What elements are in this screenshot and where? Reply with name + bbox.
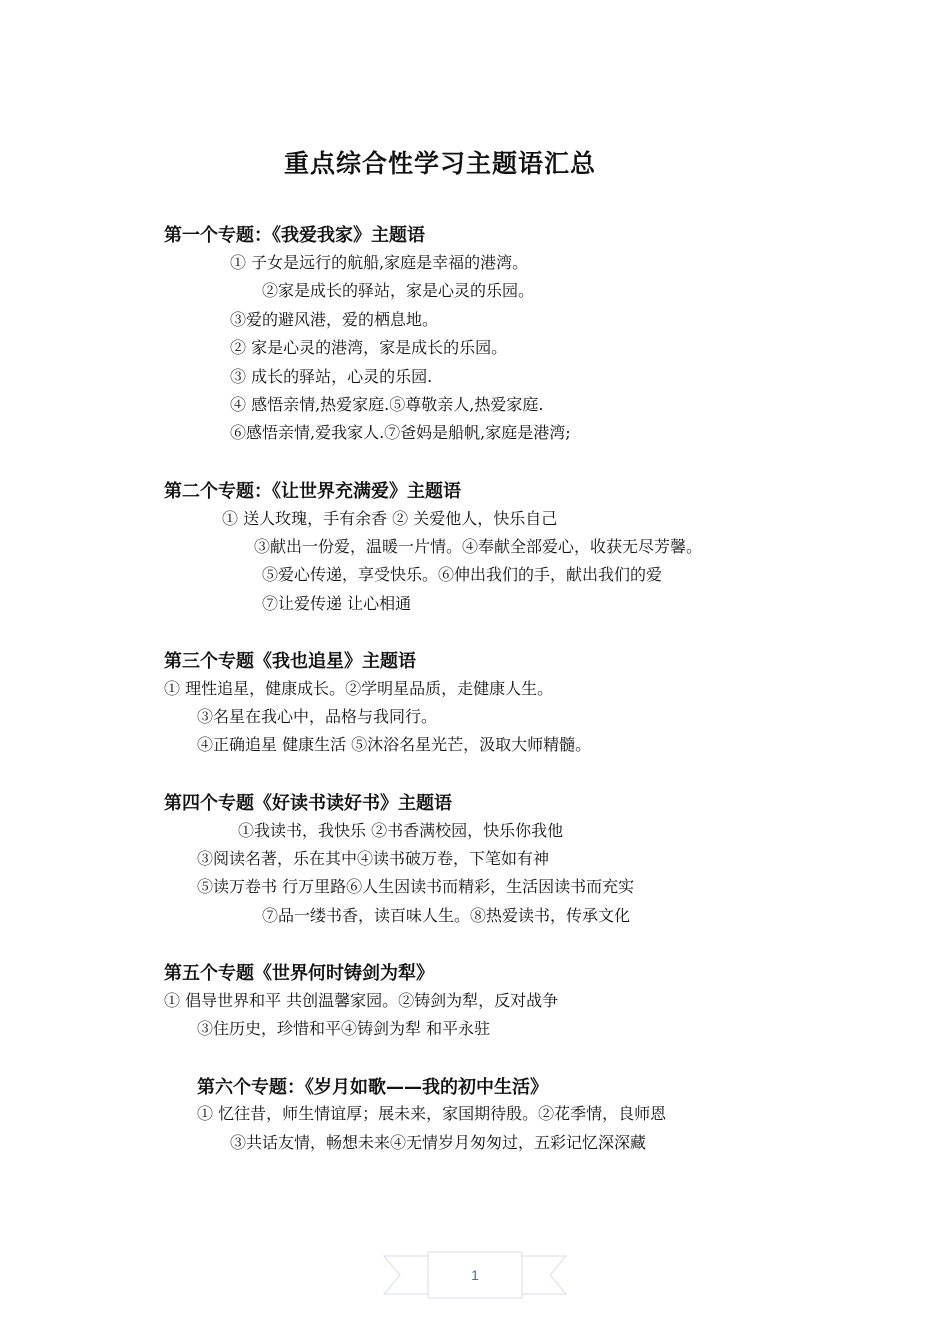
- page-footer: [382, 1250, 568, 1302]
- page-number: 1: [471, 1267, 479, 1283]
- section-1-heading: 第一个专题：《我爱我家》主题语: [164, 225, 425, 246]
- section-1-line-4: ② 家是心灵的港湾，家是成长的乐园。: [230, 338, 508, 357]
- section-4-line-2: ③阅读名著，乐在其中④读书破万卷，下笔如有神: [197, 849, 550, 868]
- section-2-heading: 第二个专题：《让世界充满爱》主题语: [164, 481, 461, 502]
- section-5-heading: 第五个专题《世界何时铸剑为犁》: [164, 963, 434, 984]
- section-6-line-1: ① 忆往昔，师生情谊厚；展未来，家国期待殷。②花季情，良师恩: [197, 1104, 667, 1123]
- section-6-heading: 第六个专题：《岁月如歌——我的初中生活》: [197, 1077, 548, 1098]
- section-3-line-2: ③名星在我心中，品格与我同行。: [197, 707, 438, 726]
- section-6-line-2: ③共话友情，畅想未来④无情岁月匆匆过，五彩记忆深深藏: [230, 1133, 647, 1152]
- section-3-line-1: ① 理性追星，健康成长。②学明星品质，走健康人生。: [164, 679, 554, 698]
- document-title: 重点综合性学习主题语汇总: [283, 149, 596, 178]
- section-3-heading: 第三个专题《我也追星》主题语: [164, 651, 416, 672]
- section-1-line-2: ②家是成长的驿站，家是心灵的乐园。: [262, 281, 535, 300]
- section-3-line-3: ④正确追星 健康生活 ⑤沐浴名星光芒，汲取大师精髓。: [197, 735, 592, 754]
- section-1-line-3: ③爱的避风港，爱的栖息地。: [230, 310, 439, 329]
- section-4-line-1: ①我读书，我快乐 ②书香满校园，快乐你我他: [238, 821, 564, 840]
- section-1-line-5: ③ 成长的驿站，心灵的乐园.: [230, 367, 433, 386]
- section-2-line-1: ① 送人玫瑰，手有余香 ② 关爱他人，快乐自己: [222, 509, 558, 528]
- section-5-line-1: ① 倡导世界和平 共创温馨家园。②铸剑为犁，反对战争: [164, 991, 559, 1010]
- section-1-line-6: ④ 感悟亲情,热爱家庭.⑤尊敬亲人,热爱家庭.: [230, 395, 544, 414]
- section-4-heading: 第四个专题《好读书读好书》主题语: [164, 793, 452, 814]
- section-2-line-3: ⑤爱心传递，享受快乐。⑥伸出我们的手，献出我们的爱: [262, 565, 663, 584]
- section-1-line-7: ⑥感悟亲情,爱我家人.⑦爸妈是船帆,家庭是港湾;: [230, 423, 571, 442]
- section-1-line-1: ① 子女是远行的航船,家庭是幸福的港湾。: [230, 253, 529, 272]
- section-2-line-4: ⑦让爱传递 让心相通: [262, 594, 412, 613]
- section-2-line-2: ③献出一份爱，温暖一片情。④奉献全部爱心，收获无尽芳馨。: [254, 537, 703, 556]
- section-5-line-2: ③住历史，珍惜和平④铸剑为犁 和平永驻: [197, 1019, 491, 1038]
- section-4-line-3: ⑤读万卷书 行万里路⑥人生因读书而精彩，生活因读书而充实: [197, 877, 635, 896]
- section-4-line-4: ⑦品一缕书香，读百味人生。⑧热爱读书，传承文化: [262, 906, 631, 925]
